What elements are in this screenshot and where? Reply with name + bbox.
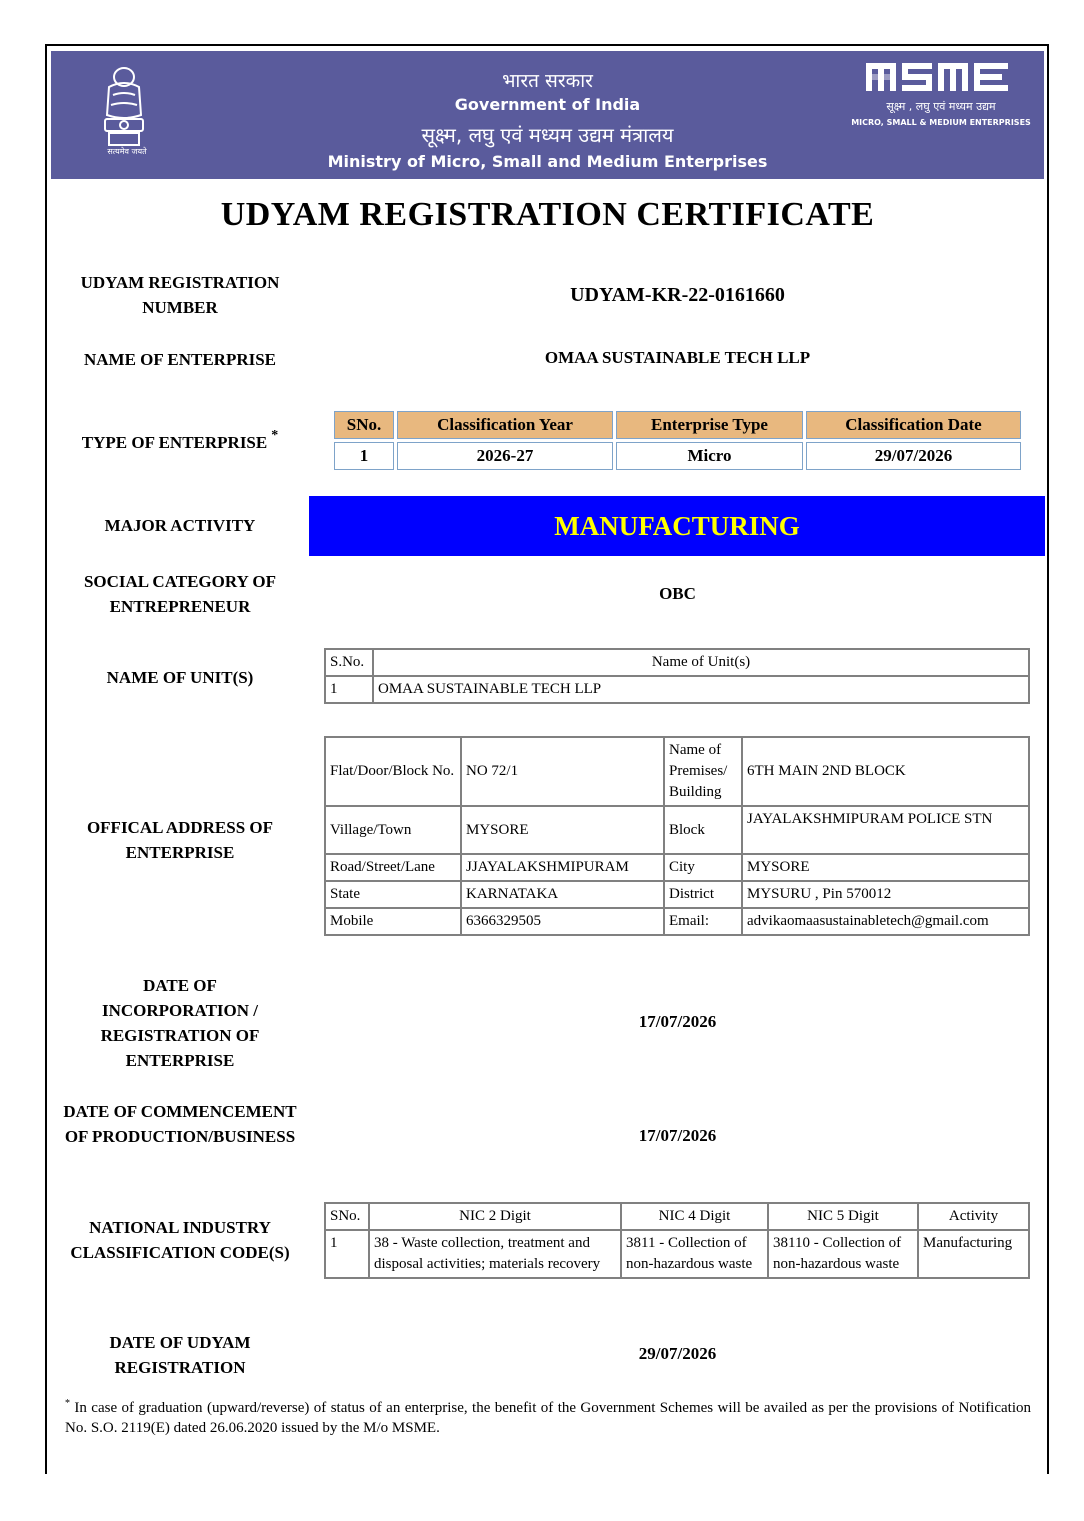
flat-label: Flat/Door/Block No. [325,737,461,806]
emblem-caption: सत्यमेव जयते [107,147,147,156]
msme-subtitle-text: MICRO, SMALL & MEDIUM ENTERPRISES [851,118,1031,127]
district-value: MYSURU , Pin 570012 [742,881,1029,908]
type-table-row [334,442,1021,470]
premises-label: Name of Premises/ Building [664,737,742,806]
email-label: Email: [664,908,742,935]
units-row [325,676,1029,703]
udyam-date-value: 29/07/2026 [638,1344,717,1363]
udyam-date-label: DATE OF UDYAM REGISTRATION [109,1333,251,1377]
units-header-sno: S.No. [325,649,373,676]
state-label: State [325,881,461,908]
footnote-star: * [65,1398,70,1409]
premises-value: 6TH MAIN 2ND BLOCK [742,737,1029,806]
units-row-sno: 1 [325,676,373,703]
address-table [324,736,1030,936]
type-header-year: Classification Year [397,411,613,439]
social-category-label: SOCIAL CATEGORY OF ENTREPRENEUR [83,572,277,616]
village-value: MYSORE [461,806,664,854]
footnote [65,1394,1031,1438]
msme-hindi-text: सूक्ष्म , लघु एवं मध्यम उद्यम [886,100,996,113]
type-row-date: 29/07/2026 [806,442,1021,470]
nic-row [325,1230,1029,1278]
address-row [325,908,1029,935]
road-value: JJAYALAKSHMIPURAM [461,854,664,881]
type-table-header [334,411,1021,439]
nic-header-activity: Activity [918,1203,1029,1230]
nic-row-sno: 1 [325,1230,369,1278]
major-activity-label: MAJOR ACTIVITY [104,516,256,535]
address-row [325,854,1029,881]
flat-value: NO 72/1 [461,737,664,806]
road-label: Road/Street/Lane [325,854,461,881]
ministry-text: Ministry of Micro, Small and Medium Enterprises [327,152,768,171]
type-header-type: Enterprise Type [616,411,803,439]
units-label: NAME OF UNIT(S) [106,668,254,687]
nic-header-4digit: NIC 4 Digit [621,1203,768,1230]
nic-header-2digit: NIC 2 Digit [369,1203,621,1230]
type-row-sno: 1 [334,442,394,470]
incorporation-value: 17/07/2026 [638,1012,717,1031]
type-label-text: TYPE OF ENTERPRISE [81,433,268,452]
social-category-value: OBC [659,584,696,603]
address-row [325,881,1029,908]
units-table [324,648,1030,704]
hindi-ministry-text: सूक्ष्म, लघु एवं मध्यम उद्यम मंत्रालय [421,123,674,147]
units-row-name: OMAA SUSTAINABLE TECH LLP [373,676,1029,703]
header-banner [51,51,1044,179]
address-label: OFFICAL ADDRESS OF ENTERPRISE [86,818,274,862]
nic-row-2digit: 38 - Waste collection, treatment and disposal activities; materials recovery [369,1230,621,1278]
type-header-sno: SNo. [334,411,394,439]
nic-header-row [325,1203,1029,1230]
commencement-value: 17/07/2026 [638,1126,717,1145]
type-row-type: Micro [616,442,803,470]
enterprise-name-value: OMAA SUSTAINABLE TECH LLP [544,348,811,367]
certificate-title: UDYAM REGISTRATION CERTIFICATE [220,196,875,233]
incorporation-label: DATE OF INCORPORATION / REGISTRATION OF ENTERPRISE [100,976,260,1070]
address-row [325,806,1029,854]
units-header-row [325,649,1029,676]
commencement-label: DATE OF COMMENCEMENT OF PRODUCTION/BUSINESS [63,1102,297,1146]
nic-label: NATIONAL INDUSTRY CLASSIFICATION CODE(S) [70,1218,290,1262]
msme-logo-icon [866,61,1016,93]
type-label-star: * [271,428,279,443]
nic-header-sno: SNo. [325,1203,369,1230]
reg-number-value: UDYAM-KR-22-0161660 [570,284,785,306]
type-row-year: 2026-27 [397,442,613,470]
nic-row-5digit: 38110 - Collection of non-hazardous waste [768,1230,918,1278]
type-of-enterprise-label [60,430,300,457]
govt-text: Government of India [454,95,641,114]
units-header-name: Name of Unit(s) [373,649,1029,676]
nic-header-5digit: NIC 5 Digit [768,1203,918,1230]
nic-row-4digit: 3811 - Collection of non-hazardous waste [621,1230,768,1278]
type-of-enterprise-table [331,408,1024,473]
block-value: JAYALAKSHMIPURAM POLICE STN [742,806,1029,854]
city-value: MYSORE [742,854,1029,881]
district-label: District [664,881,742,908]
enterprise-name-label: NAME OF ENTERPRISE [83,350,277,369]
reg-number-label: UDYAM REGISTRATION NUMBER [80,273,280,317]
address-row [325,737,1029,806]
city-label: City [664,854,742,881]
nic-row-activity: Manufacturing [918,1230,1029,1278]
nic-table [324,1202,1030,1279]
village-label: Village/Town [325,806,461,854]
footnote-text: In case of graduation (upward/reverse) of status of an enterprise, the benefit of the Government Schemes will be availed as per the provisions of Notification No. S.O. 2119(E) dated 26.06.2020 issued by the M/o MSME. [65,1400,1032,1436]
mobile-label: Mobile [325,908,461,935]
mobile-value: 6366329505 [461,908,664,935]
type-header-date: Classification Date [806,411,1021,439]
block-label: Block [664,806,742,854]
major-activity-value: MANUFACTURING [309,496,1045,556]
email-value: advikaomaasustainabletech@gmail.com [742,908,1029,935]
hindi-govt-text: भारत सरकार [502,70,593,92]
state-value: KARNATAKA [461,881,664,908]
